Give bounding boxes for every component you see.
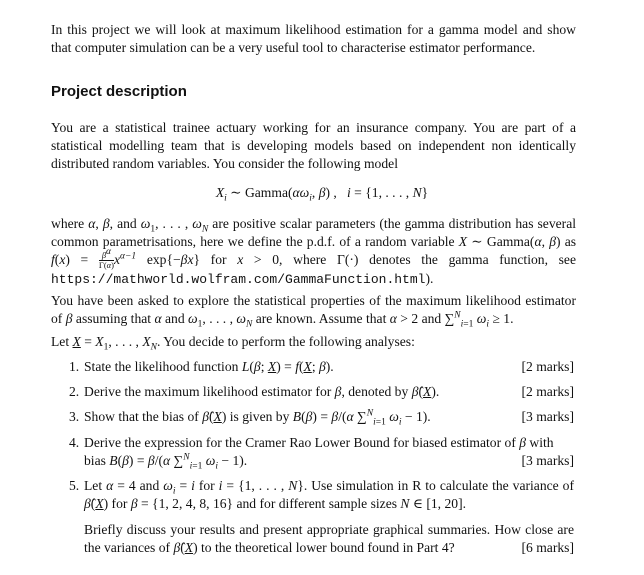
task-marks: [2 marks] [521,384,574,399]
task-followup: Briefly discuss your results and present appropriate graphical summaries. How close are the variances of β̂(X) to the theoretical lower bound found in Part 4? [6 marks] [84,522,574,555]
task-item [69,477,574,557]
parametrisation-paragraph: where α, β, and $\omega_1$, . . . , $\omega_N$ are positive scalar parameters (the gamma distribution has several common parametrisations, here we define the p.d.f. of a random variable X ∼ Gamma(α, β) as f(x) = $\frac{\beta^\alpha}{\Gamma(\alpha)}$ $x^{\alpha-1}$ exp{−βx} for x > 0, where Γ(·) denotes the gamma function, see https://mathworld.wolfram.com/GammaFunction.html). [51,216,577,288]
section-heading: Project description [51,83,187,100]
description-paragraph: You are a statistical trainee actuary working for an insurance company. You are part of a statistical modelling team that is developing models based on independent non identically distributed random variables. You consider the following model [51,120,576,171]
gamma-function-link[interactable]: https://mathworld.wolfram.com/GammaFunction.html [51,272,426,288]
task-item [69,383,574,401]
task-text: Derive the maximum likelihood estimator for β, denoted by β̂(X). [84,384,440,399]
pdf-fraction: $\frac{\beta^\alpha}{\Gamma(\alpha)}$ [98,247,114,271]
intro-paragraph: In this project we will look at maximum likelihood estimation for a gamma model and show that computer simulation can be a very useful tool to characterise estimator performance. [51,22,576,55]
task-item [69,434,574,470]
task-marks: [2 marks] [521,359,574,374]
task-number: 5. [69,478,80,493]
task-number: 3. [69,409,80,424]
let-x-paragraph: Let $X = X_1$, . . . , $X_N$. You decide to perform the following analyses: [51,334,415,353]
task-item [69,358,574,376]
task-text: Let α = 4 and $\omega_i = i$ for i = {1, . . . , N}. Use simulation in R to calculate the variance of β̂(X) for β = {1, 2, 4, 8, 16} and for different sample sizes N ∈ [1, 20]. [84,478,574,511]
task-item [69,408,574,426]
task-marks: [3 marks] [521,453,574,468]
task-marks: [3 marks] [521,409,574,424]
task-text-continued: bias B(β) = β/(α ∑$^N_{i=1}$ $\omega_i - 1$). [84,452,248,472]
objective-paragraph: You have been asked to explore the statistical properties of the maximum likelihood estimator of β assuming that α and $\omega_1$, . . . , $\omega_N$ are known. Assume that α > 2 and ∑$^N_{i=1}$ $\omega_i \ge 1$. [51,293,576,330]
task-text: State the likelihood function L(β; X) = f(X; β). [84,359,334,374]
task-text: Derive the expression for the Cramer Rao Lower Bound for biased estimator of β with [84,435,554,450]
task-number: 4. [69,435,80,450]
task-number: 2. [69,384,80,399]
task-number: 1. [69,359,80,374]
task-marks: [6 marks] [521,540,574,555]
task-text: Show that the bias of β̂(X) is given by B(β) = β/(α ∑$^N_{i=1}$ $\omega_i - 1$). [84,408,431,428]
model-equation: $X_i$ ∼ $Gamma(\alpha\omega_i$, β) , i = {1, . . . , N} [215,185,429,204]
